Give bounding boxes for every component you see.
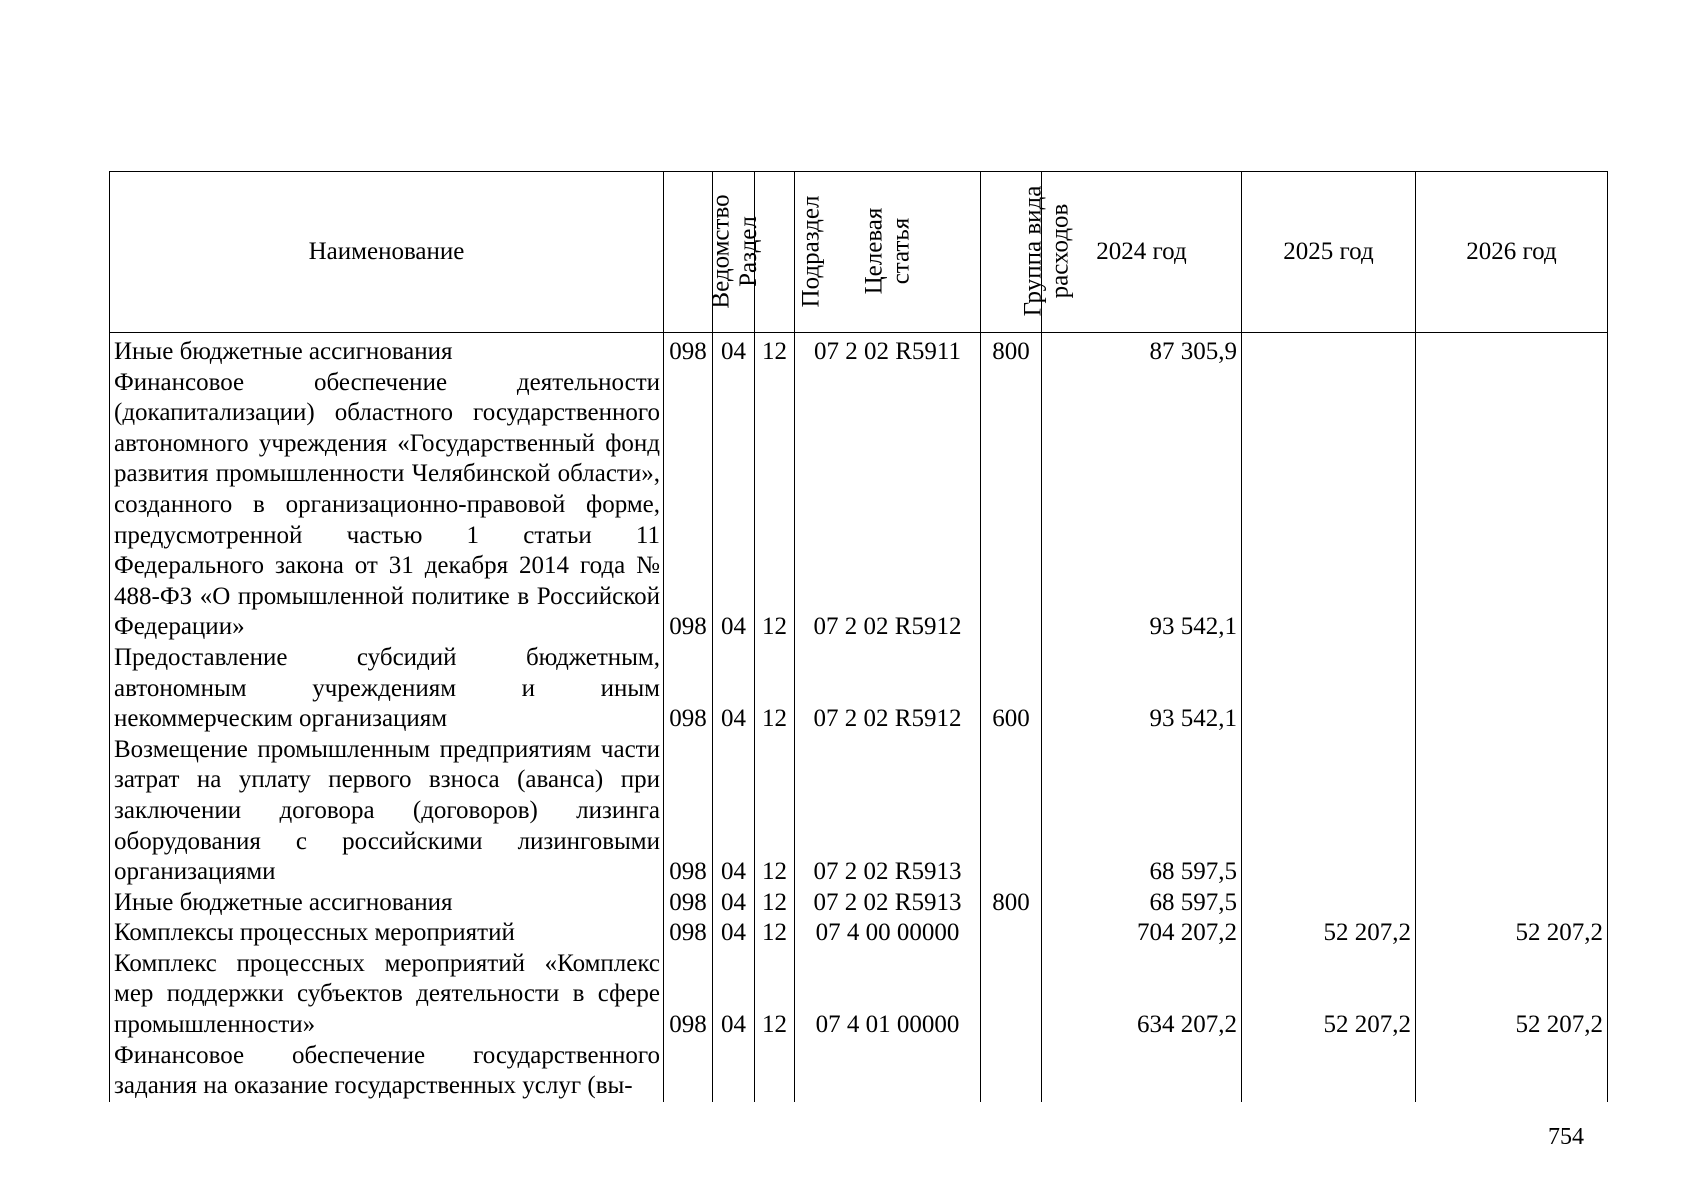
cell-department: 098 [664, 643, 713, 735]
cell-subsection: 12 [755, 918, 795, 949]
cell-2025: 52 207,2 [1242, 918, 1416, 949]
cell-subsection: 12 [755, 368, 795, 643]
cell-subsection: 12 [755, 735, 795, 888]
table-row [110, 949, 1608, 1041]
cell-section: 04 [713, 888, 755, 919]
cell-subsection: 12 [755, 949, 795, 1041]
budget-table [109, 171, 1608, 1102]
cell-name: Предоставление субсидий бюджетным, автономным учреждениям и иным некоммерческим организациям [110, 643, 664, 735]
cell-2026 [1416, 735, 1608, 888]
cell-2025 [1242, 888, 1416, 919]
header-expense-group: Группа вида расходов [981, 172, 1042, 333]
cell-expense-group [981, 368, 1042, 643]
cell-target-article: 07 2 02 R5912 [795, 643, 981, 735]
cell-2024: 68 597,5 [1042, 735, 1242, 888]
cell-section: 04 [713, 643, 755, 735]
cell-department: 098 [664, 918, 713, 949]
table-row [110, 643, 1608, 735]
cell-expense-group: 800 [981, 333, 1042, 368]
page-number: 754 [1548, 1124, 1584, 1150]
cell-2025 [1242, 643, 1416, 735]
cell-target-article: 07 2 02 R5912 [795, 368, 981, 643]
cell-2024: 704 207,2 [1042, 918, 1242, 949]
cell-2025 [1242, 368, 1416, 643]
cell-target-article: 07 2 02 R5911 [795, 333, 981, 368]
cell-2024: 87 305,9 [1042, 333, 1242, 368]
cell-subsection: 12 [755, 888, 795, 919]
cell-name: Комплексы процессных мероприятий [110, 918, 664, 949]
cell-target-article: 07 2 02 R5913 [795, 888, 981, 919]
table-row [110, 888, 1608, 919]
table-row [110, 333, 1608, 368]
cell-target-article: 07 4 01 00000 [795, 949, 981, 1041]
cell-2024: 93 542,1 [1042, 643, 1242, 735]
cell-expense-group: 600 [981, 643, 1042, 735]
cell-name: Финансовое обеспечение государственного задания на оказание государственных услуг (вы- [110, 1041, 664, 1102]
table-row [110, 368, 1608, 643]
cell-expense-group [981, 949, 1042, 1041]
cell-2025 [1242, 735, 1416, 888]
cell-2025: 52 207,2 [1242, 949, 1416, 1041]
header-2026: 2026 год [1416, 172, 1608, 333]
cell-2026 [1416, 368, 1608, 643]
header-row [110, 172, 1608, 333]
cell-name: Возмещение промышленным предприятиям части затрат на уплату первого взноса (аванса) при заключении договора (договоров) лизинга оборудования с российскими лизинговыми организациями [110, 735, 664, 888]
cell-2026: 52 207,2 [1416, 949, 1608, 1041]
table-row [110, 735, 1608, 888]
cell-2024: 634 207,2 [1042, 949, 1242, 1041]
cell-department: 098 [664, 368, 713, 643]
cell-department: 098 [664, 735, 713, 888]
cell-name: Финансовое обеспечение деятельности (докапитализации) областного государственного автономного учреждения «Государственный фонд развития промышленности Челябинской области», созданного в организационно-правовой форме, предусмотренной частью 1 статьи 11 Федерального закона от 31 декабря 2014 года № 488-ФЗ «О промышленной политике в Российской Федерации» [110, 368, 664, 643]
cell-2025 [1242, 333, 1416, 368]
cell-department: 098 [664, 333, 713, 368]
cell-department: 098 [664, 949, 713, 1041]
cell-subsection: 12 [755, 333, 795, 368]
cell-department: 098 [664, 888, 713, 919]
cell-section: 04 [713, 918, 755, 949]
cell-subsection: 12 [755, 643, 795, 735]
cell-2026 [1416, 888, 1608, 919]
table-row-continued [110, 1041, 1608, 1102]
cell-section: 04 [713, 949, 755, 1041]
header-section: Раздел [713, 172, 755, 333]
cell-expense-group: 800 [981, 888, 1042, 919]
cell-name: Комплекс процессных мероприятий «Комплекс мер поддержки субъектов деятельности в сфере промышленности» [110, 949, 664, 1041]
header-subsection: Подраздел [755, 172, 795, 333]
cell-2026 [1416, 643, 1608, 735]
cell-name: Иные бюджетные ассигнования [110, 888, 664, 919]
cell-section: 04 [713, 333, 755, 368]
cell-section: 04 [713, 368, 755, 643]
table-row [110, 918, 1608, 949]
cell-section: 04 [713, 735, 755, 888]
cell-name: Иные бюджетные ассигнования [110, 333, 664, 368]
cell-expense-group [981, 735, 1042, 888]
header-target-article: Целевая статья [795, 172, 981, 333]
cell-target-article: 07 4 00 00000 [795, 918, 981, 949]
header-2025: 2025 год [1242, 172, 1416, 333]
cell-2024: 68 597,5 [1042, 888, 1242, 919]
header-name: Наименование [110, 172, 664, 333]
cell-expense-group [981, 918, 1042, 949]
cell-2026: 52 207,2 [1416, 918, 1608, 949]
cell-2026 [1416, 333, 1608, 368]
cell-target-article: 07 2 02 R5913 [795, 735, 981, 888]
header-2024: 2024 год [1042, 172, 1242, 333]
cell-2024: 93 542,1 [1042, 368, 1242, 643]
header-department: Ведомство [664, 172, 713, 333]
